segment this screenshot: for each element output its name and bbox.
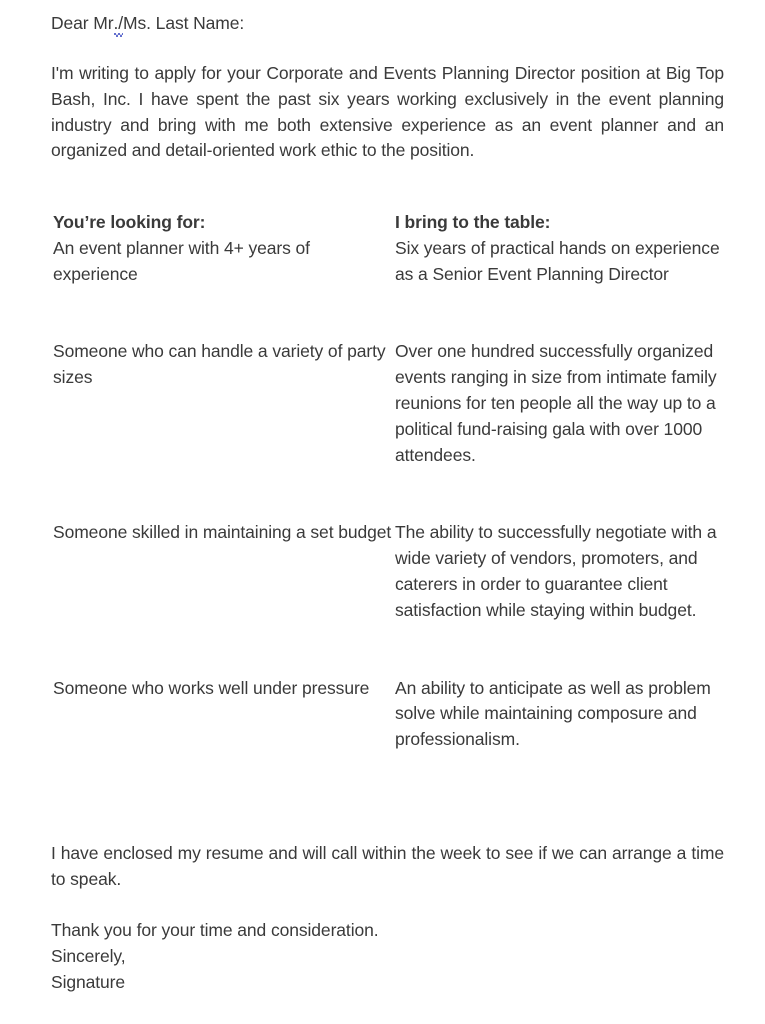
table-row [53, 520, 724, 623]
spellcheck-squiggle[interactable] [114, 10, 124, 36]
row-gap-right [395, 287, 724, 339]
salutation-suffix: Ms. Last Name: [123, 13, 245, 33]
table-header-left: You’re looking for: [53, 212, 206, 232]
requirement-cell: Someone who works well under pressure [53, 677, 370, 698]
salutation-line [51, 10, 724, 36]
requirement-cell: Someone skilled in maintaining a set budget [53, 522, 392, 543]
table-row [53, 676, 724, 753]
row-gap-left [53, 468, 395, 520]
requirement-cell: An event planner with 4+ years of experience [53, 237, 310, 284]
signoff-block [51, 918, 551, 995]
requirement-cell: Someone who can handle a variety of party sizes [53, 341, 386, 388]
row-gap-left [53, 287, 395, 339]
sign-off-line: Sincerely, [51, 945, 126, 966]
comparison-table [53, 210, 724, 753]
table-header-row [53, 210, 724, 236]
table-row [53, 236, 724, 288]
row-gap-left [53, 624, 395, 676]
salutation-prefix: Dear Mr [51, 13, 114, 33]
qualification-cell: Six years of practical hands on experience as a Senior Event Planning Director [395, 237, 720, 284]
qualification-cell: Over one hundred successfully organized events ranging in size from intimate family reunions for ten people all the way up to a political fund-raising gala with over 1000 attendees. [395, 341, 717, 465]
salutation-flagged-text: ./ [113, 13, 124, 33]
row-gap-right [395, 468, 724, 520]
signature-line: Signature [51, 971, 126, 992]
letter-body [51, 10, 724, 992]
intro-paragraph: I'm writing to apply for your Corporate and Events Planning Director position at Big Top Bash, Inc. I have spent the past six years working exclusively in the event planning industry and bring with me both extensive experience as an event planner and an organized and detail-oriented work ethic to the position. [51, 63, 724, 161]
row-gap-right [395, 624, 724, 676]
row-gap [53, 468, 724, 520]
closing-paragraph: I have enclosed my resume and will call within the week to see if we can arrange a time to speak. [51, 843, 724, 889]
row-gap [53, 624, 724, 676]
qualification-cell: An ability to anticipate as well as problem solve while maintaining composure and professionalism. [395, 677, 711, 750]
qualification-cell: The ability to successfully negotiate with a wide variety of vendors, promoters, and caterers in order to guarantee client satisfaction while staying within budget. [395, 522, 717, 620]
table-row [53, 339, 724, 468]
row-gap [53, 287, 724, 339]
thank-you-line: Thank you for your time and consideration. [51, 920, 379, 940]
table-header-right: I bring to the table: [395, 212, 551, 232]
